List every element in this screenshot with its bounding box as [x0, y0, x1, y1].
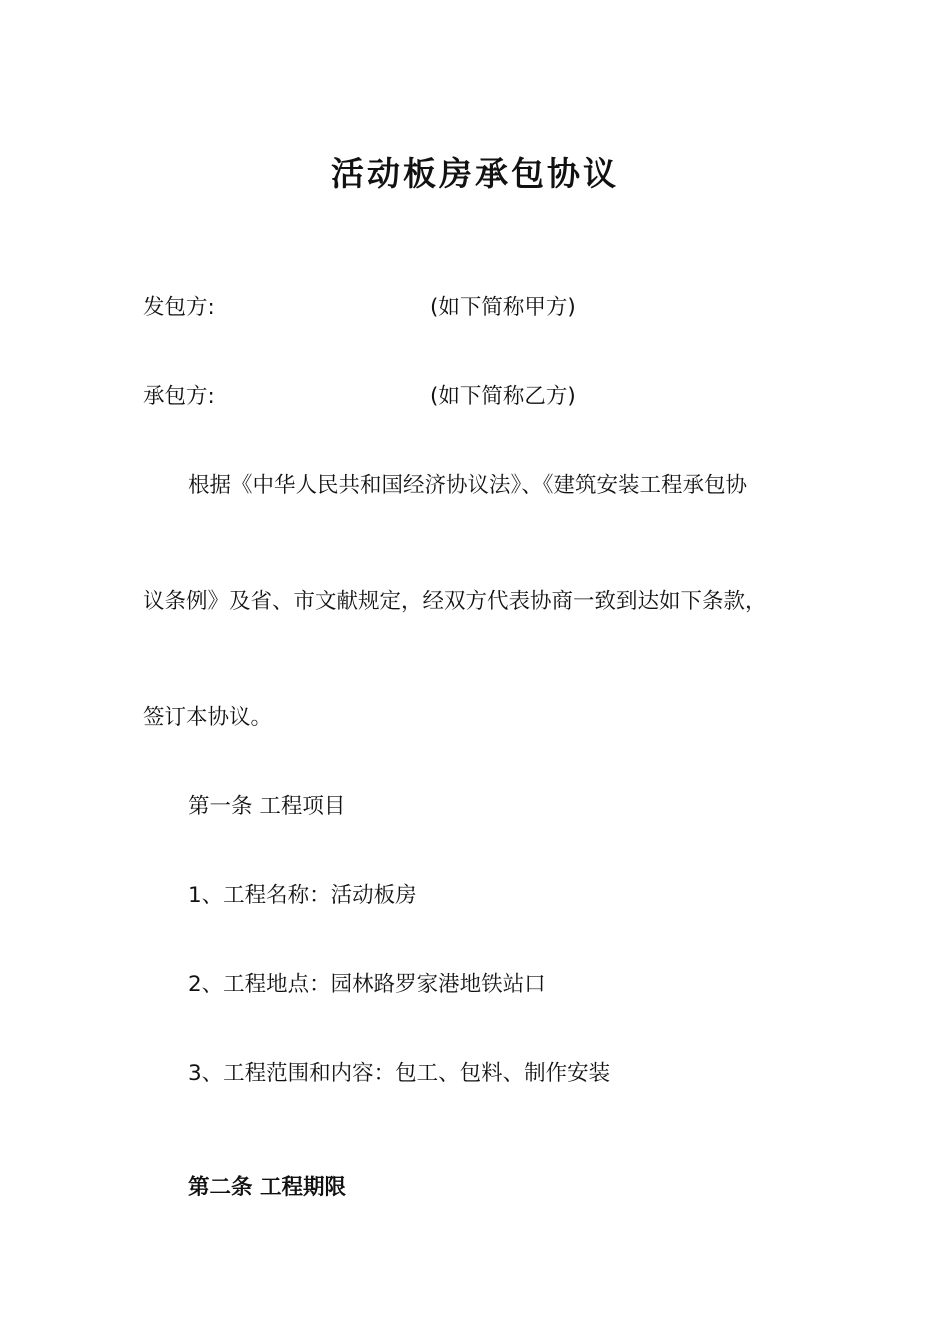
article-2-heading: 第二条 工程期限	[188, 1175, 346, 1200]
party-b-label: 承包方:	[143, 384, 215, 409]
article-1-item-1: 1、工程名称：活动板房	[188, 883, 417, 908]
party-a-label: 发包方:	[143, 295, 215, 320]
article-1-item-2: 2、工程地点：园林路罗家港地铁站口	[188, 972, 546, 997]
article-1-item-3: 3、工程范围和内容：包工、包料、制作安装	[188, 1061, 611, 1086]
preamble-line-2: 议条例》及省、市文献规定，经双方代表协商一致到达如下条款，	[143, 589, 767, 614]
party-a-note: (如下简称甲方)	[430, 295, 576, 320]
preamble-line-3: 签订本协议。	[143, 705, 273, 730]
preamble-line-1: 根据《中华人民共和国经济协议法》、《建筑安装工程承包协	[188, 473, 748, 498]
document-title: 活动板房承包协议	[331, 154, 619, 193]
party-b-note: (如下简称乙方)	[430, 384, 576, 409]
article-1-heading: 第一条 工程项目	[188, 794, 346, 819]
